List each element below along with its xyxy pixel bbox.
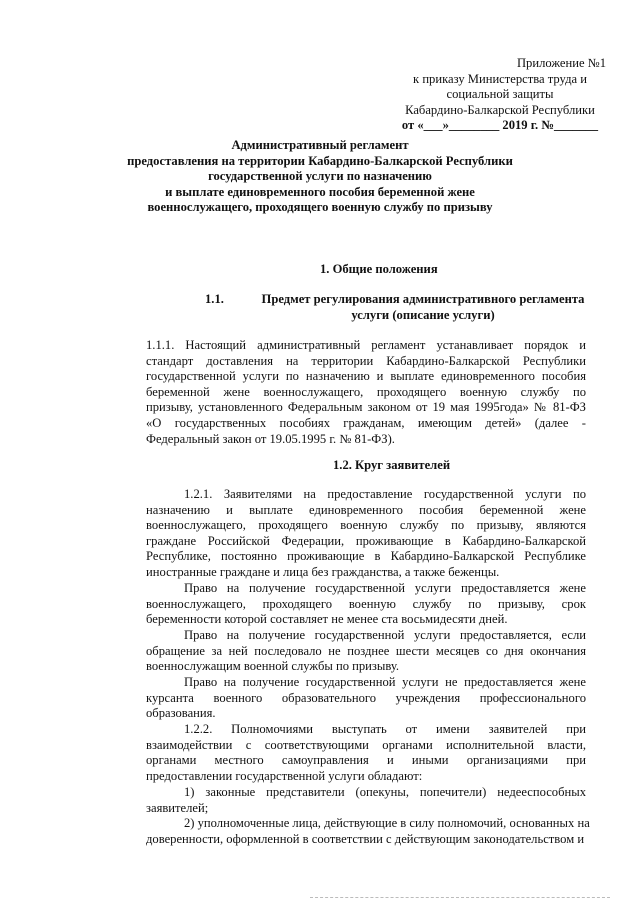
paragraph-line: образования. — [146, 706, 216, 721]
paragraph-line: предоставлении государственной услуги обладают: — [146, 768, 423, 783]
paragraph-line: стандарт доставления на территории Кабардино-Балкарской Республики — [146, 353, 586, 368]
paragraph-line: Право на получение государственной услуги предоставляется жене — [184, 581, 586, 595]
section-1-1-title-line-2: услуги (описание услуги) — [351, 307, 495, 322]
paragraph-line: доверенности, оформленной в соответствии с действующим законодательством и — [146, 831, 585, 846]
paragraph-item-2 — [146, 816, 590, 847]
appendix-line-1: Приложение №1 — [516, 56, 606, 70]
paragraph-line: назначению и выплате единовременного пособия беременной жене — [146, 502, 586, 517]
appendix-line-2: к приказу Министерства труда и — [413, 71, 587, 86]
paragraph-line: Федеральный закон от 19.05.1995 г. № 81-ФЗ). — [146, 431, 395, 446]
paragraph-line: 1.2.1. Заявителями на предоставление государственной услуги по — [184, 487, 586, 501]
title-line-3: государственной услуги по назначению — [208, 169, 432, 184]
paragraph-line: заявителей; — [146, 800, 209, 815]
title-line-5: военнослужащего, проходящего военную службу по призыву — [147, 200, 493, 215]
paragraph-1-1-1 — [146, 338, 586, 447]
title-line-2: предоставления на территории Кабардино-Балкарской Республики — [127, 153, 513, 168]
appendix-line-3: социальной защиты — [446, 87, 554, 102]
paragraph-line: взаимодействии с соответствующими органами исполнительной власти, — [146, 737, 586, 752]
paragraph-line: 2) уполномоченные лица, действующие в силу полномочий, основанных на — [184, 816, 590, 830]
paragraph-right-deadline — [146, 628, 586, 675]
section-1-1-number: 1.1. — [205, 292, 224, 306]
paragraph-line: курсанта военного образовательного учреждения профессионального — [146, 690, 586, 705]
paragraph-line: военнослужащим военной службы по призыву. — [146, 659, 400, 674]
paragraph-line: обращение за ней последовало не позднее шести месяцев со дня окончания — [146, 643, 586, 658]
paragraph-line: Право на получение государственной услуги предоставляется, если — [184, 628, 586, 642]
section-1-2-heading: 1.2. Круг заявителей — [333, 458, 451, 472]
title-line-1: Административный регламент — [231, 138, 409, 152]
paragraph-line: иностранные граждане и лица без гражданства, а также беженцы. — [146, 564, 500, 579]
paragraph-line: государственной услуги по назначению и выплате единовременного пособия — [146, 369, 586, 384]
paragraph-line: военнослужащего, проходящего военную службу по призыву, срок — [146, 596, 586, 611]
paragraph-line: 1) законные представители (опекуны, попечители) недееспособных — [184, 785, 586, 799]
appendix-date-line: от «___»________ 2019 г. №_______ — [401, 118, 599, 133]
title-line-4: и выплате единовременного пособия беременной жене — [165, 184, 475, 199]
section-1-1-title — [253, 292, 593, 323]
paragraph-item-1 — [146, 785, 586, 816]
paragraph-line: Республике, постоянно проживающие в Кабардино-Балкарской Республике — [146, 549, 586, 564]
paragraph-1-2-2 — [146, 722, 586, 784]
paragraph-right-pregnancy — [146, 581, 586, 628]
paragraph-line: 1.2.2. Полномочиями выступать от имени заявителей при — [184, 722, 586, 736]
paragraph-line: Право на получение государственной услуги не предоставляется жене — [184, 675, 586, 689]
section-1-1-title-line-1: Предмет регулирования административного регламента — [261, 292, 585, 306]
paragraph-line: «О государственных пособиях гражданам, имеющим детей» (далее - — [146, 415, 586, 430]
paragraph-line: граждане Российской Федерации, проживающие в Кабардино-Балкарской — [146, 533, 586, 548]
paragraph-line: органами местного самоуправления и иными организациями при — [146, 753, 586, 768]
paragraph-line: беременности которой составляет не менее ста восьмидесяти дней. — [146, 612, 508, 627]
appendix-line-4: Кабардино-Балкарской Республики — [405, 102, 595, 117]
paragraph-line: 1.1.1. Настоящий административный регламент устанавливает порядок и — [146, 338, 586, 352]
section-1-heading: 1. Общие положения — [320, 262, 438, 276]
page-bottom-rule — [310, 897, 610, 899]
appendix-header — [390, 56, 610, 134]
document-title — [120, 138, 520, 216]
paragraph-line: военнослужащего, проходящего военную службу по призыву, являются — [146, 518, 586, 533]
paragraph-line: призыву, установленного Федеральным законом от 19 мая 1995года» № 81-ФЗ — [146, 400, 586, 415]
paragraph-line: беременной жене военнослужащего, проходящего военную службу по — [146, 384, 586, 399]
paragraph-right-cadet — [146, 675, 586, 722]
paragraph-1-2-1 — [146, 487, 586, 581]
